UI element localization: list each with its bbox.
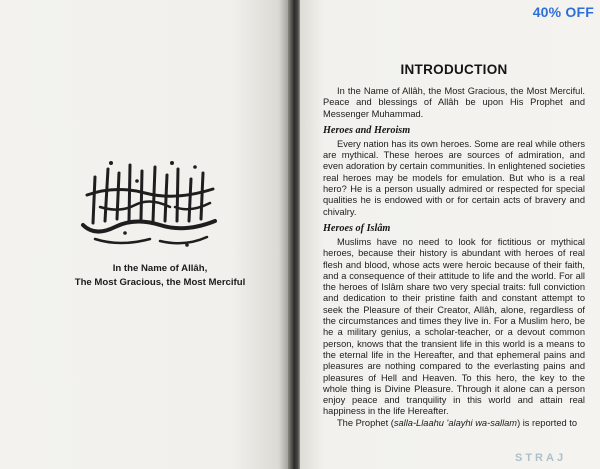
- prophet-text-end: ) is reported to: [517, 417, 578, 428]
- caption-line-1: In the Name of Allâh,: [112, 263, 208, 274]
- discount-badge: 40% OFF: [532, 4, 594, 20]
- prophet-text-start: The Prophet (: [337, 417, 394, 428]
- basmala-caption: [45, 262, 275, 289]
- chapter-title: INTRODUCTION: [400, 62, 508, 77]
- salutation-text: salla-Llaahu 'alayhi wa-sallam: [393, 417, 518, 428]
- intro-paragraph: In the Name of Allâh, the Most Gracious, the Most Merciful. Peace and blessings of Allâh be upon His Prophet and Messenger Muhammad.: [323, 86, 585, 119]
- section-heading-heroes-of-islam: Heroes of Islâm: [323, 222, 391, 234]
- bismillah-calligraphy-icon: [75, 155, 225, 250]
- store-watermark: STRAJ: [515, 452, 567, 464]
- heroism-paragraph: Every nation has its own heroes. Some are real while others are mythical. These heroes are sources of admiration, and even adoration by certain communities. In enlightened societies real heroes may be models for emulation. But who is a real hero? He is a person usually admired or respected for special qualities he is endowed with or for certain acts of bravery and chivalry.: [323, 138, 585, 217]
- heroes-of-islam-paragraph: Muslims have no need to look for fictitious or mythical heroes, because their history is abundant with heroes of real flesh and blood, whose acts were heroic because of their faith, and a consequence of their attitude to life and the world. For all the heroes of Islâm share two very special traits: full conviction and dedication to their pristine faith and constant attempt to seek the Pleasure of their Creator, Allâh, alone, regardless of the circumstances and times they live in. For a Muslim hero, be he a military genius, a scholar-teacher, or a devout common person, knows that the transient life in this world is a means to the eternal life in the Hereafter, and that ephemeral pains and pleasures are nothing compared to the everlasting pains and pleasures of Hell and Heaven. To this hero, the key to the whole thing is Divine Pleasure. Through it alone can a person enjoy peace and tranquility in this world and attain real happiness in the life Hereafter.: [323, 236, 585, 417]
- introduction-text: [323, 62, 585, 429]
- caption-line-2: The Most Gracious, the Most Merciful: [74, 276, 246, 288]
- left-page: [0, 0, 290, 469]
- prophet-paragraph: [323, 418, 585, 429]
- section-heading-heroism: Heroes and Heroism: [323, 124, 411, 136]
